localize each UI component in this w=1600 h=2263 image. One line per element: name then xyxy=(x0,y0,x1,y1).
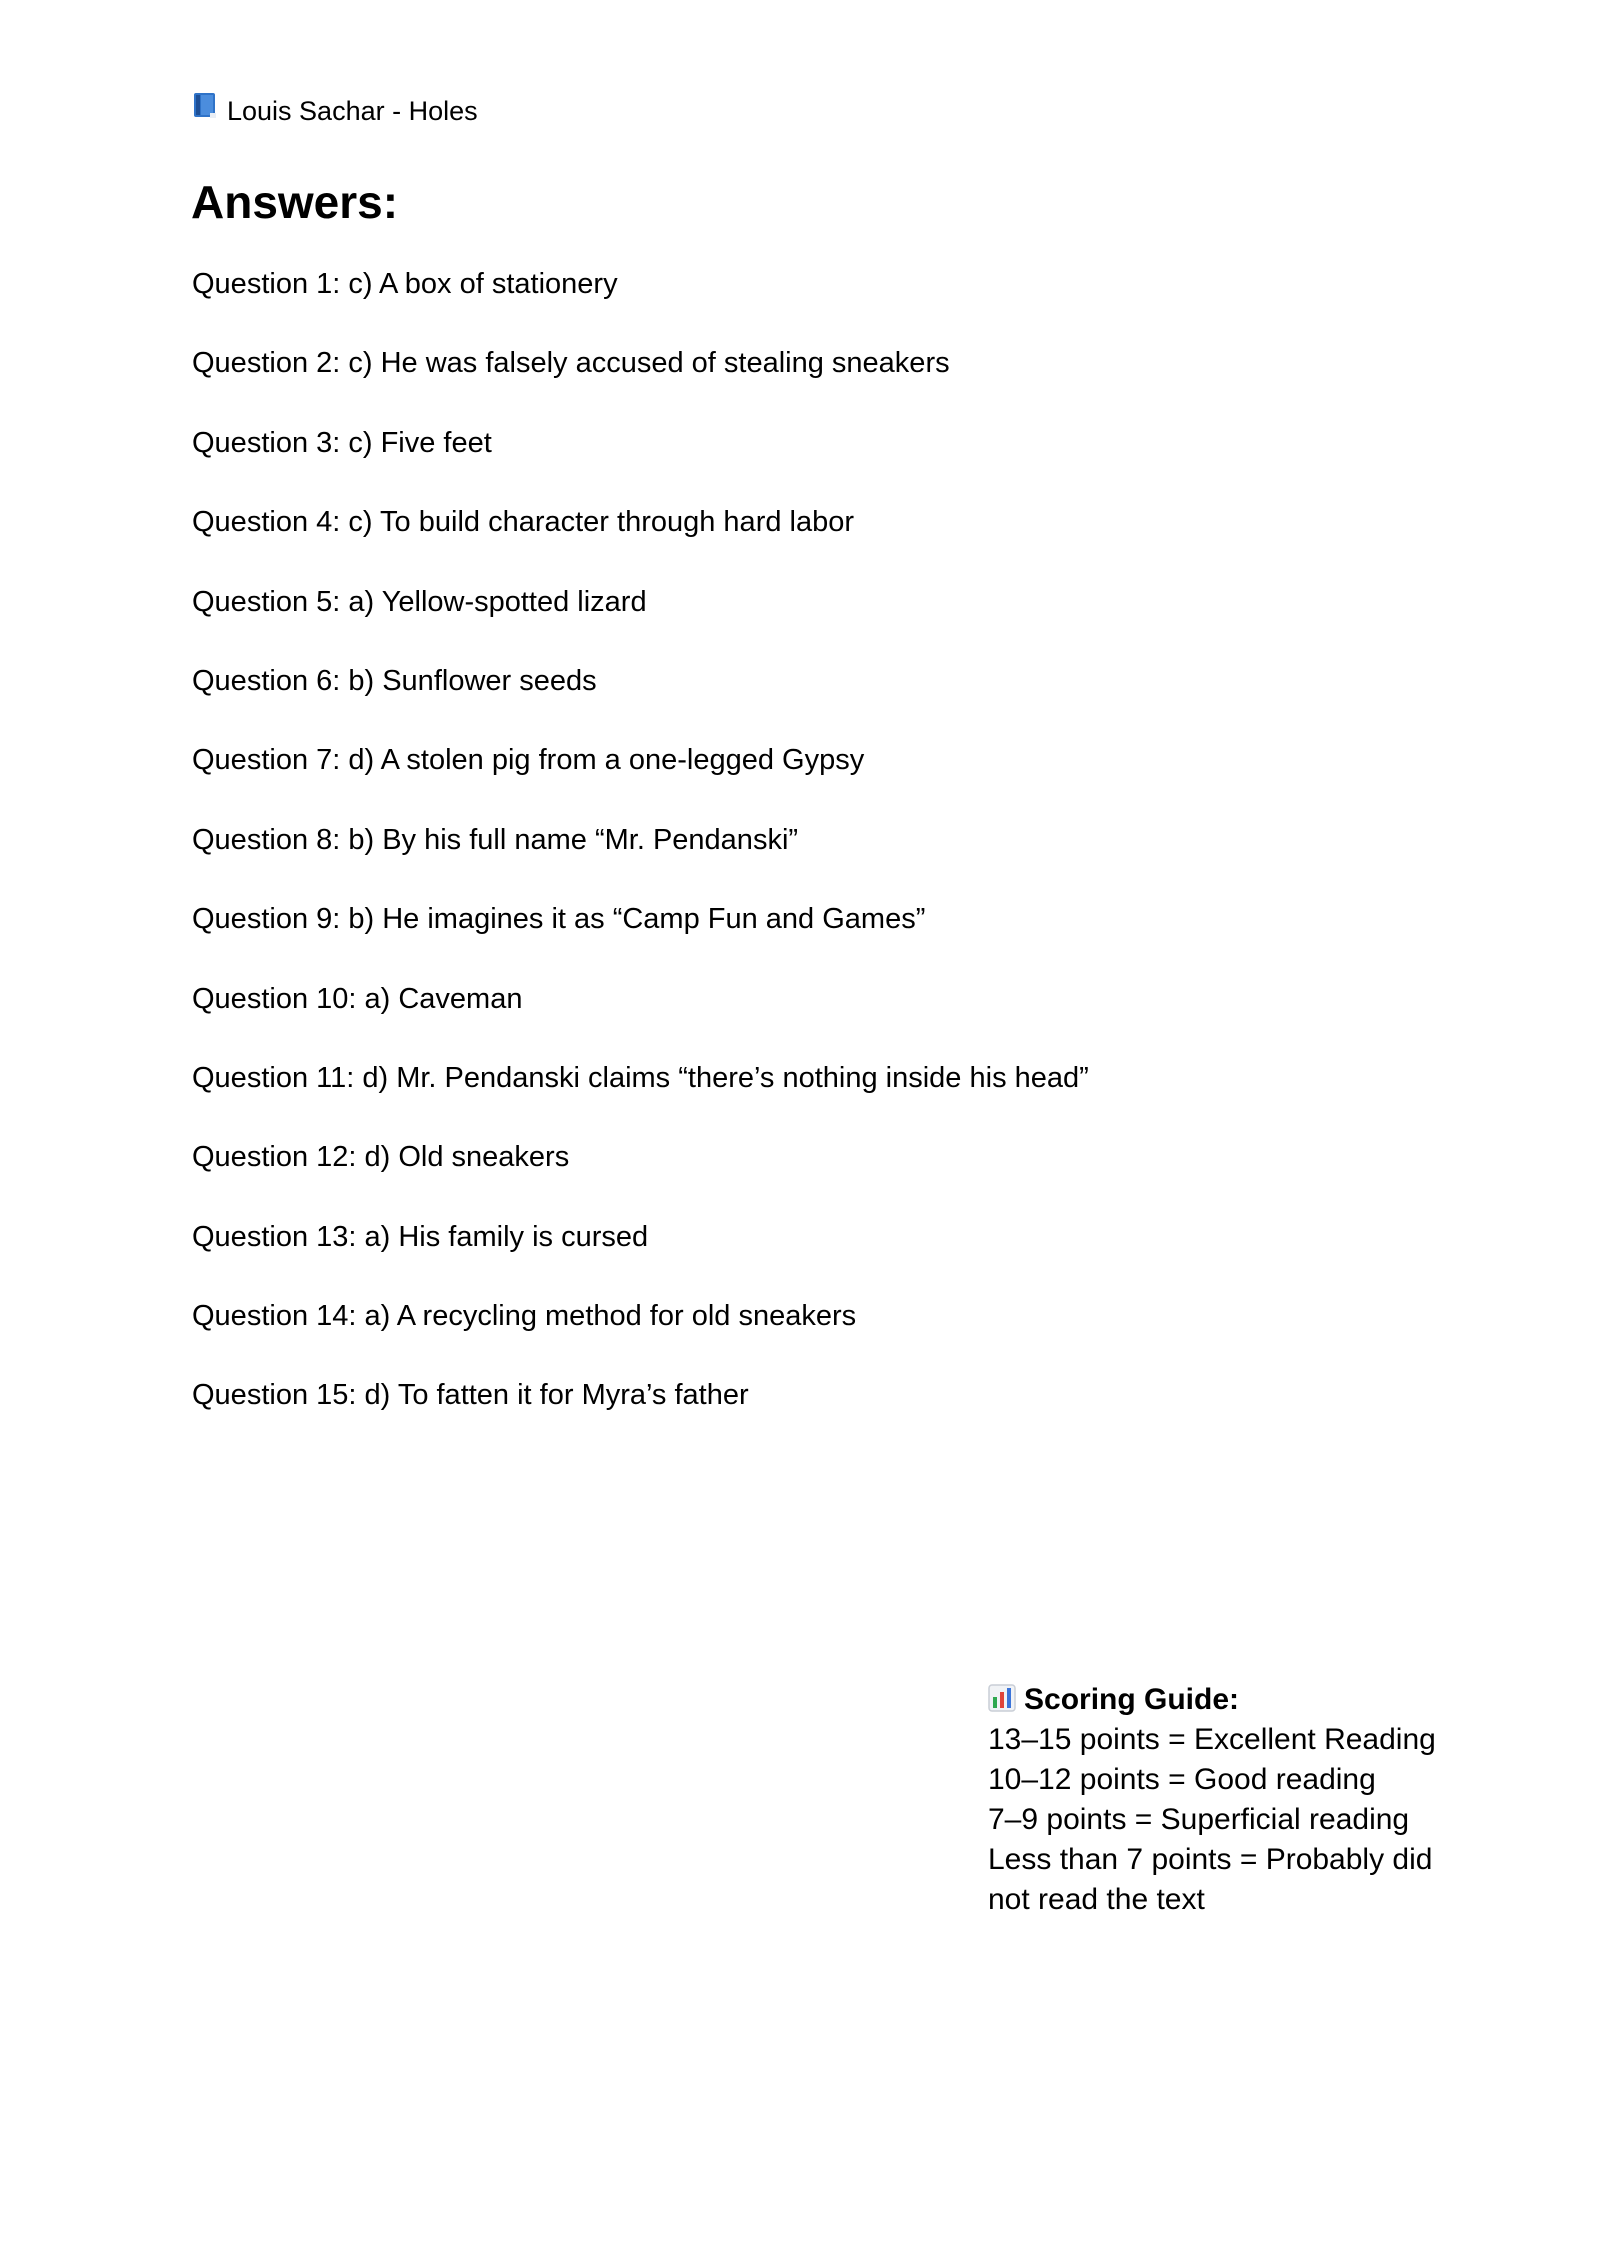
answers-list xyxy=(192,266,1089,1457)
scoring-line-3: 7–9 points = Superficial reading xyxy=(988,1803,1410,1836)
scoring-line-2: 10–12 points = Good reading xyxy=(988,1763,1376,1796)
scoring-heading-text: Scoring Guide: xyxy=(1024,1683,1240,1716)
answer-item-2: Question 2: c) He was falsely accused of stealing sneakers xyxy=(192,347,950,380)
header-text: Louis Sachar - Holes xyxy=(227,96,478,126)
scoring-line-4: Less than 7 points = Probably did not read the text xyxy=(988,1843,1433,1916)
answer-item-9: Question 9: b) He imagines it as “Camp Fun and Games” xyxy=(192,903,926,936)
answer-item-3: Question 3: c) Five feet xyxy=(192,426,492,459)
answer-item-8: Question 8: b) By his full name “Mr. Pendanski” xyxy=(192,823,799,856)
document-header xyxy=(193,94,478,128)
blue-book-icon xyxy=(193,92,217,119)
bar-chart-icon xyxy=(988,1683,1016,1711)
answer-item-7: Question 7: d) A stolen pig from a one-legged Gypsy xyxy=(192,744,865,777)
scoring-heading xyxy=(988,1680,1508,1720)
answer-item-12: Question 12: d) Old sneakers xyxy=(192,1141,570,1174)
answer-item-4: Question 4: c) To build character through hard labor xyxy=(192,506,855,539)
answer-item-11: Question 11: d) Mr. Pendanski claims “there’s nothing inside his head” xyxy=(192,1061,1089,1094)
answer-item-6: Question 6: b) Sunflower seeds xyxy=(192,664,597,697)
scoring-guide xyxy=(988,1680,1508,1920)
answer-item-10: Question 10: a) Caveman xyxy=(192,982,523,1015)
page-title: Answers: xyxy=(191,176,399,228)
answer-item-1: Question 1: c) A box of stationery xyxy=(192,268,618,300)
answer-item-14: Question 14: a) A recycling method for old sneakers xyxy=(192,1300,857,1333)
answer-item-5: Question 5: a) Yellow-spotted lizard xyxy=(192,585,647,618)
scoring-line-1: 13–15 points = Excellent Reading xyxy=(988,1723,1436,1756)
answer-item-13: Question 13: a) His family is cursed xyxy=(192,1220,649,1253)
answer-item-15: Question 15: d) To fatten it for Myra’s father xyxy=(192,1379,749,1412)
